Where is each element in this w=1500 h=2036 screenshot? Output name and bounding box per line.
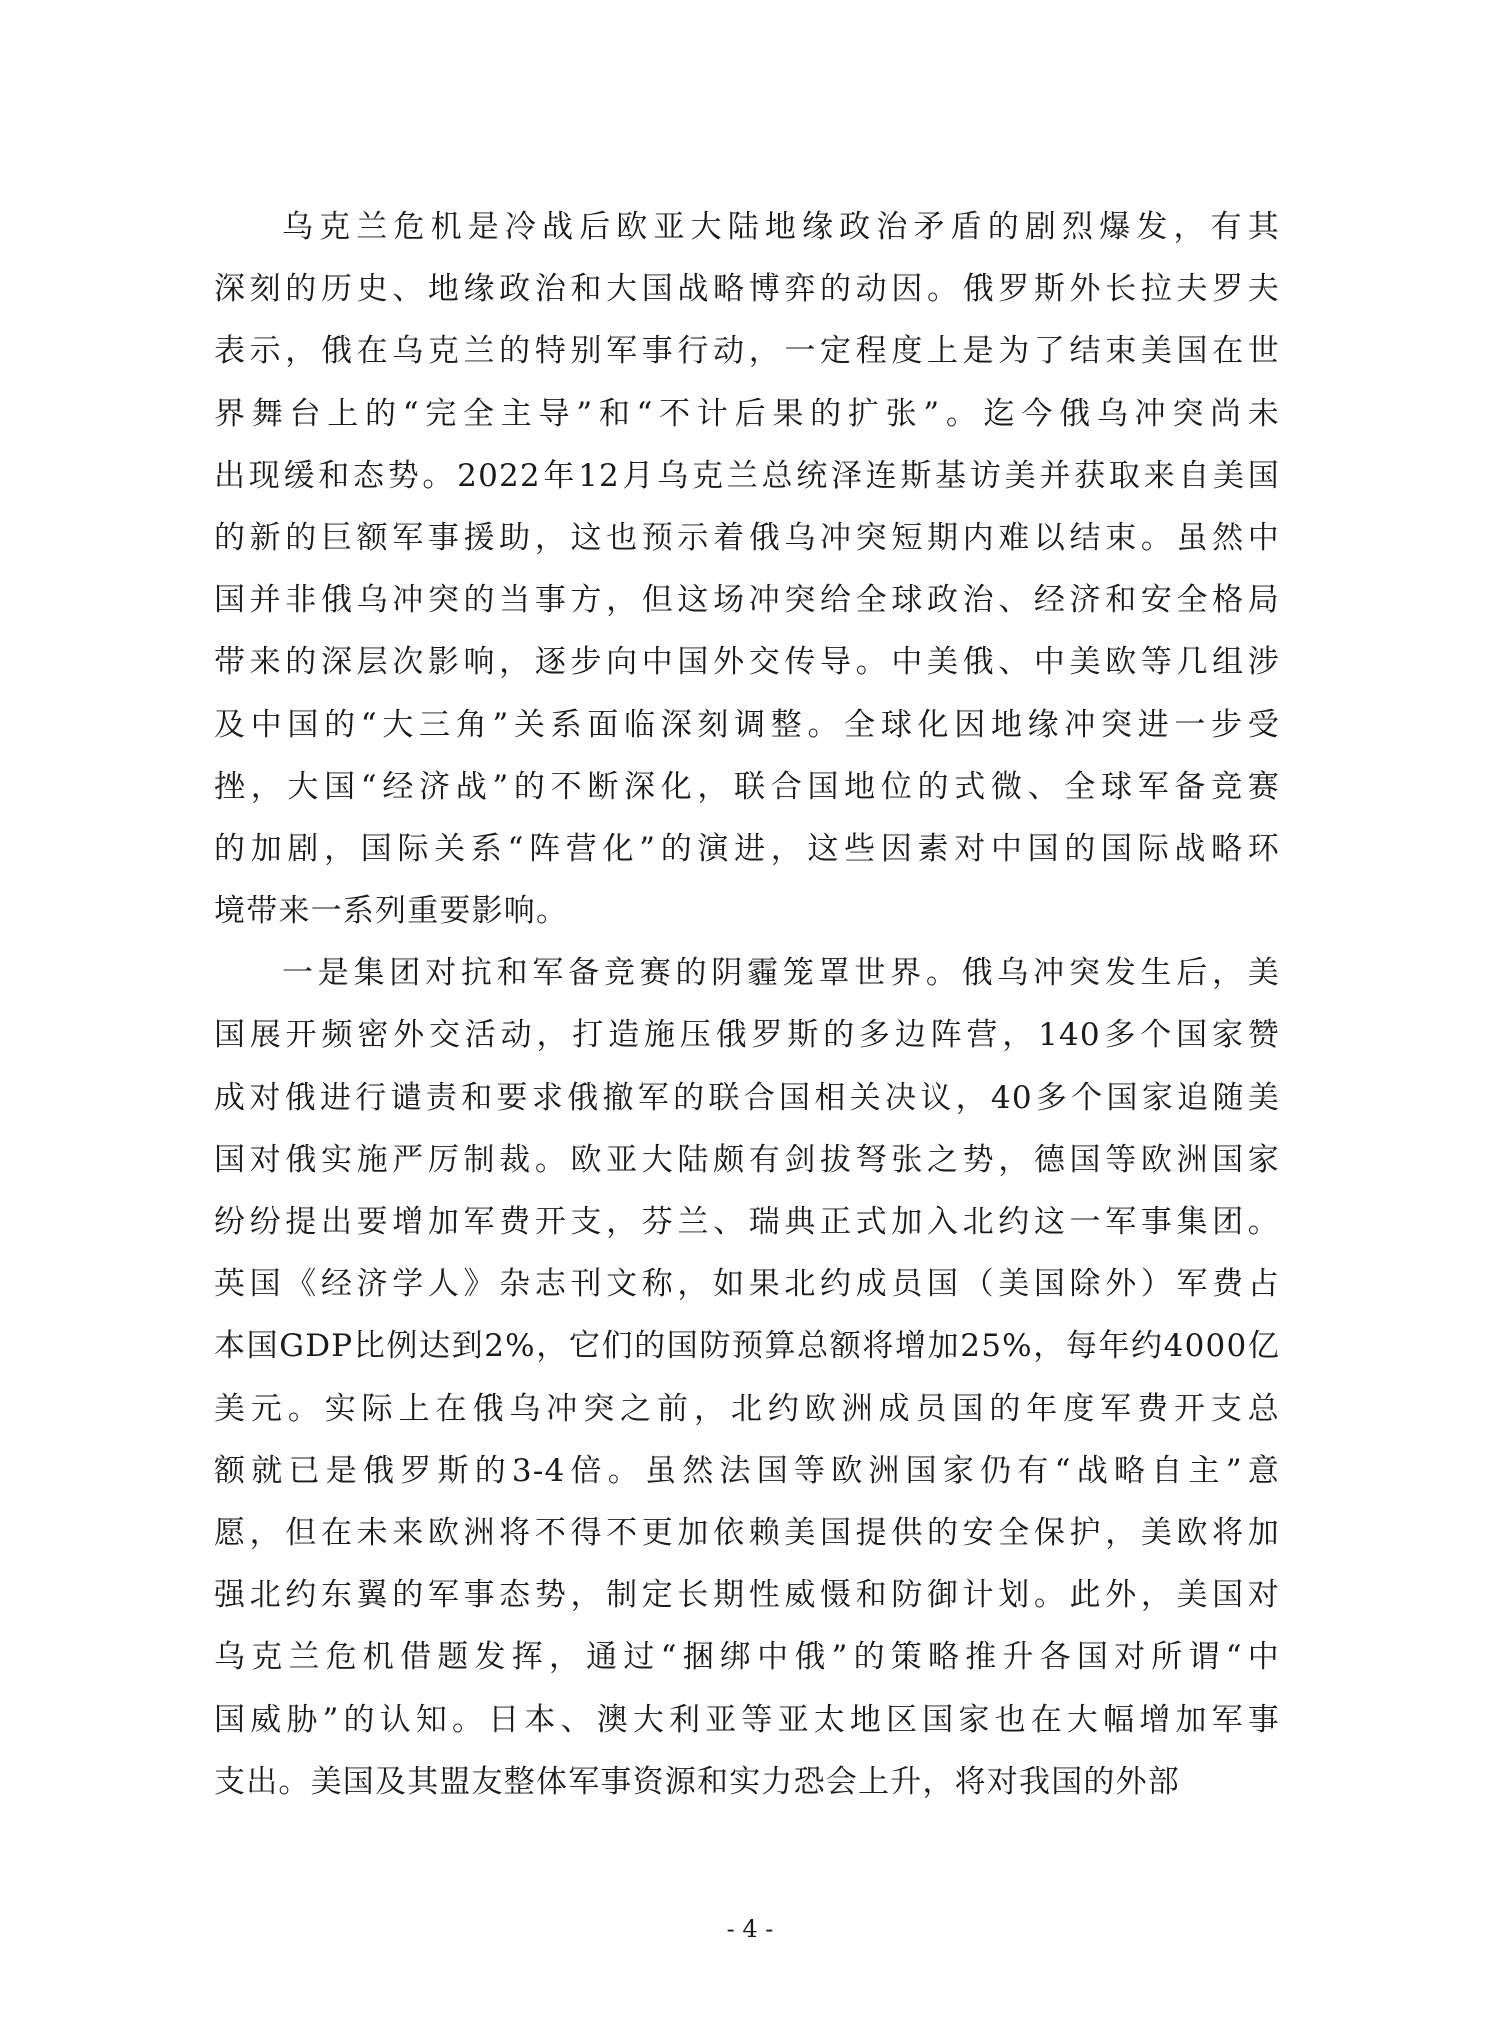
text-line: 出现缓和态势。2022年12月乌克兰总统泽连斯基访美并获取来自美国 bbox=[214, 457, 1280, 494]
text-line: 的加剧，国际关系“阵营化”的演进，这些因素对中国的国际战略环 bbox=[214, 830, 1280, 867]
text-line: 深刻的历史、地缘政治和大国战略博弈的动因。俄罗斯外长拉夫罗夫 bbox=[214, 271, 1280, 308]
text-line: 成对俄进行谴责和要求俄撤军的联合国相关决议，40多个国家追随美 bbox=[214, 1079, 1280, 1116]
text-line: 纷纷提出要增加军费开支，芬兰、瑞典正式加入北约这一军事集团。 bbox=[214, 1204, 1280, 1240]
text-line: 境带来一系列重要影响。 bbox=[214, 893, 569, 930]
text-line: 表示，俄在乌克兰的特别军事行动，一定程度上是为了结束美国在世 bbox=[214, 333, 1280, 370]
text-line: 乌克兰危机借题发挥，通过“捆绑中俄”的策略推升各国对所谓“中 bbox=[214, 1639, 1280, 1676]
text-line: 的新的巨额军事援助，这也预示着俄乌冲突短期内难以结束。虽然中 bbox=[214, 519, 1280, 556]
body-text bbox=[214, 196, 1280, 1813]
paragraph bbox=[214, 942, 1280, 1813]
text-line: 挫，大国“经济战”的不断深化，联合国地位的式微、全球军备竞赛 bbox=[214, 768, 1280, 805]
text-line: 强北约东翼的军事态势，制定长期性威慑和防御计划。此外，美国对 bbox=[214, 1577, 1280, 1614]
paragraph bbox=[214, 196, 1280, 942]
text-line: 带来的深层次影响，逐步向中国外交传导。中美俄、中美欧等几组涉 bbox=[214, 644, 1280, 681]
text-line: 一是集团对抗和军备竞赛的阴霾笼罩世界。俄乌冲突发生后，美 bbox=[282, 955, 1280, 992]
text-line: 乌克兰危机是冷战后欧亚大陆地缘政治矛盾的剧烈爆发，有其 bbox=[282, 209, 1280, 245]
text-line: 界舞台上的“完全主导”和“不计后果的扩张”。迄今俄乌冲突尚未 bbox=[214, 395, 1280, 432]
page-number: - 4 - bbox=[726, 1915, 774, 1943]
text-line: 美元。实际上在俄乌冲突之前，北约欧洲成员国的年度军费开支总 bbox=[214, 1390, 1280, 1427]
text-line: 英国《经济学人》杂志刊文称，如果北约成员国（美国除外）军费占 bbox=[214, 1266, 1280, 1303]
text-line: 及中国的“大三角”关系面临深刻调整。全球化因地缘冲突进一步受 bbox=[214, 706, 1280, 743]
text-line: 本国GDP比例达到2%，它们的国防预算总额将增加25%，每年约4000亿 bbox=[214, 1328, 1280, 1365]
text-line: 国展开频密外交活动，打造施压俄罗斯的多边阵营，140多个国家赞 bbox=[214, 1017, 1280, 1054]
text-line: 国对俄实施严厉制裁。欧亚大陆颇有剑拔弩张之势，德国等欧洲国家 bbox=[214, 1141, 1280, 1178]
text-line: 额就已是俄罗斯的3-4倍。虽然法国等欧洲国家仍有“战略自主”意 bbox=[214, 1452, 1280, 1489]
text-line: 愿，但在未来欧洲将不得不更加依赖美国提供的安全保护，美欧将加 bbox=[214, 1514, 1280, 1551]
text-line: 国威胁”的认知。日本、澳大利亚等亚太地区国家也在大幅增加军事 bbox=[214, 1701, 1280, 1738]
text-line: 国并非俄乌冲突的当事方，但这场冲突给全球政治、经济和安全格局 bbox=[214, 582, 1280, 619]
text-line: 支出。美国及其盟友整体军事资源和实力恐会上升，将对我国的外部 bbox=[214, 1763, 1180, 1800]
